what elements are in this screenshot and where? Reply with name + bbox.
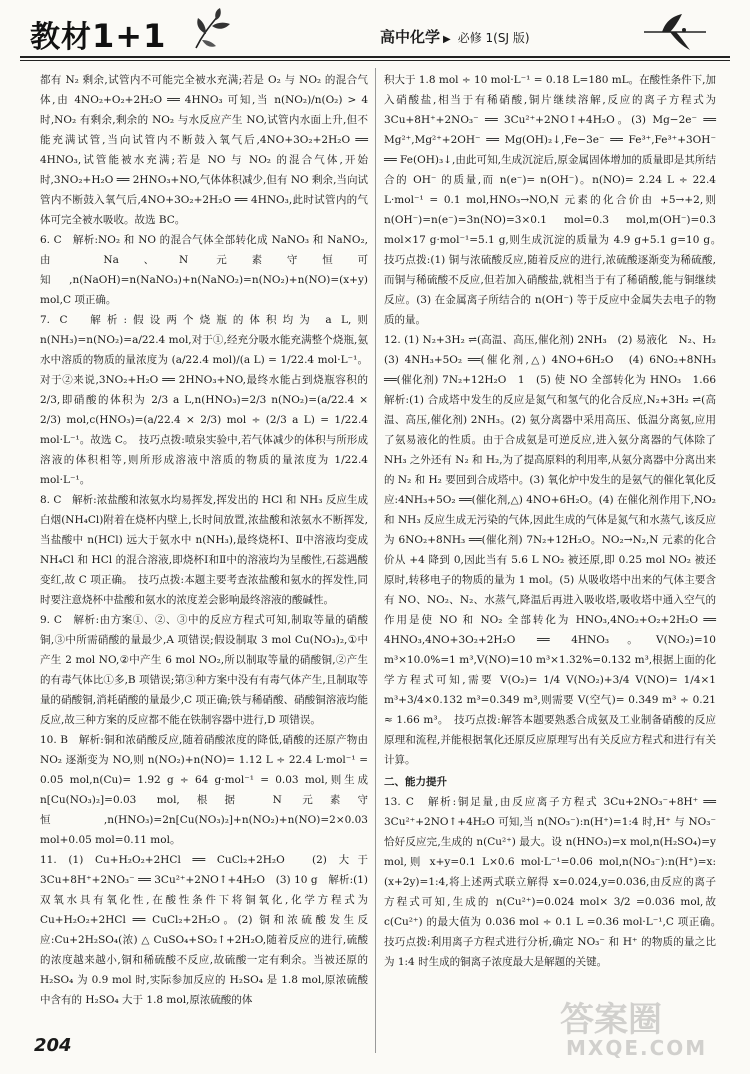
swallow-decoration-icon <box>640 10 710 54</box>
watermark-url: MXQE.COM <box>566 1036 708 1060</box>
answer-item-13: 13. C 解析:铜足量,由反应离子方程式 3Cu+2NO₃⁻+8H⁺ ══ 3Cu²⁺+2NO↑+4H₂O 可知,当 n(NO₃⁻):n(H⁺)=1:4 时,H⁺ 与 NO₃⁻ 恰好反应完,生成的 n(Cu²⁺) 最大。设 n(HNO₃)=x mol,n(H₂SO₄)=y mol,则 x+y=0.1 L×0.6 mol·L⁻¹=0.06 mol,n(NO₃⁻):n(H⁺)=x:(x+2y)=1:4,将上述两式联立解得 x=0.024,y=0.036,由反应的离子方程式可知,生成的 n(Cu²⁺)=0.024 mol× 3/2 =0.036 mol,故 c(Cu²⁺) 的最大值为 0.036 mol ÷ 0.1 L =0.36 mol·L⁻¹,C 项正确。 技巧点拨:利用离子方程式进行分析,确定 NO₃⁻ 和 H⁺ 的物质的量之比为 1:4 时生成的铜离子浓度最大是解题的关键。 <box>384 796 727 968</box>
page-number: 204 <box>34 1035 72 1056</box>
subject-label: 高中化学 <box>380 28 441 46</box>
site-watermark <box>560 992 720 1062</box>
answer-item-8: 8. C 解析:浓盐酸和浓氨水均易挥发,挥发出的 HCl 和 NH₃ 反应生成白烟(NH₄Cl)附着在烧杯内壁上,长时间放置,浓盐酸和浓氨水不断挥发,当盐酸中 n(HCl) 远大于氨水中 n(NH₃),最终烧杯Ⅰ、Ⅱ中溶液均变成 NH₄Cl 和 HCl 的混合溶液,即烧杯Ⅰ和Ⅱ中的溶液均为呈酸性,石蕊遇酸变红,故 C 项正确。 技巧点拨:本题主要考查浓盐酸和氨水的挥发性,同时要注意烧杯中盐酸和氨水的浓度差会影响最终溶液的酸碱性。 <box>40 494 368 606</box>
answer-item-9: 9. C 解析:由方案①、②、③中的反应方程式可知,制取等量的硝酸铜,③中所需硝酸的量最少,A 项错误;假设制取 3 mol Cu(NO₃)₂,①中产生 2 mol NO,②中产生 6 mol NO₂,所以制取等量的硝酸铜,②产生的有毒气体比①多,B 项错误;第③种方案中没有有毒气体产生,且制取等量的硝酸铜,消耗硝酸的量最少,C 项正确;铁与稀硝酸、硝酸铜溶液均能反应,故三种方案的反应都不能在铁制容器中进行,D 项错误。 <box>40 614 368 726</box>
volume-label: 必修 1(SJ 版) <box>457 31 530 45</box>
page-header <box>20 6 730 54</box>
answer-item-12: 12. (1) N₂+3H₂ ⇌(高温、高压,催化剂) 2NH₃ (2) 易液化 N₂、H₂ (3) 4NH₃+5O₂ ══(催化剂,△) 4NO+6H₂O (4) 6NO₂+8NH₃ ══(催化剂) 7N₂+12H₂O 1 (5) 使 NO 全部转化为 HNO₃ 1.66 解析:(1) 合成塔中发生的反应是氮气和氢气的化合反应,N₂+3H₂ ⇌(高温、高压,催化剂) 2NH₃。(2) 氨分离器中采用高压、低温分离氨,应用了氨易液化的性质。由于合成氨是可逆反应,进入氨分离器的气体除了 NH₃ 之外还有 N₂ 和 H₂,为了提高原料的利用率,从氨分离器中分离出来的 N₂ 和 H₂ 要回到合成塔中。(3) 氧化炉中发生的是氨气的催化氧化反应:4NH₃+5O₂ ══(催化剂,△) 4NO+6H₂O。(4) 在催化剂作用下,NO₂ 和 NH₃ 反应生成无污染的气体,因此生成的气体是氮气和水蒸气,该反应为 6NO₂+8NH₃ ══(催化剂) 7N₂+12H₂O。NO₂→N₂,N 元素的化合价从 +4 降到 0,因此当有 5.6 L NO₂ 被还原,即 0.25 mol NO₂ 被还原时,转移电子的物质的量为 1 mol。(5) 从吸收塔中出来的气体主要含有 NO、NO₂、N₂、水蒸气,降温后再进入吸收塔,吸收塔中通入空气的作用是使 NO 和 NO₂ 全部转化为 HNO₃,4NO₂+O₂+2H₂O ══ 4HNO₃,4NO+3O₂+2H₂O ══ 4HNO₃。V(NO₂)=10 m³×10.0%=1 m³,V(NO)=10 m³×1.32%=0.132 m³,根据上面的化学方程式可知,需要 V(O₂)= 1/4 V(NO₂)+3/4 V(NO)= 1/4×1 m³+3/4×0.132 m³=0.349 m³,则需要 V(空气)= 0.349 m³ ÷ 0.21 ≈ 1.66 m³。 技巧点拨:解答本题要熟悉合成氨及工业制备硝酸的反应原理和流程,并能根据氧化还原反应原理写出有关反应方程式和进行有关计算。 <box>384 334 727 766</box>
answer-item-11: 11. (1) Cu+H₂O₂+2HCl ══ CuCl₂+2H₂O (2) 大于 3Cu+8H⁺+2NO₃⁻ ══ 3Cu²⁺+2NO↑+4H₂O (3) 10 g 解析:(1) 双氧水具有氧化性,在酸性条件下将铜氧化,化学方程式为 Cu+H₂O₂+2HCl ══ CuCl₂+2H₂O。(2) 铜和浓硫酸发生反应:Cu+2H₂SO₄(浓) △ CuSO₄+SO₂↑+2H₂O,随着反应的进行,硫酸的浓度越来越小,铜和稀硫酸不反应,故硫酸一定有剩余。当被还原的 H₂SO₄ 为 0.9 mol 时,实际参加反应的 H₂SO₄ 是 1.8 mol,原浓硫酸中含有的 H₂SO₄ 大于 1.8 mol,原浓硫酸的体 <box>40 854 379 1006</box>
watermark-logo-text: 答案圈 <box>560 1000 662 1040</box>
answer-item-6: 6. C 解析:NO₂ 和 NO 的混合气体全部转化成 NaNO₃ 和 NaNO₂,由 Na、N 元素守恒可知,n(NaOH)=n(NaNO₃)+n(NaNO₂)=n(NO₂)+n(NO)=(x+y) mol,C 项正确。 <box>40 234 368 306</box>
brand-text: 教材 <box>30 20 92 55</box>
header-rule <box>20 56 730 58</box>
play-triangle-icon: ▶ <box>443 34 451 45</box>
answer-item-10: 10. B 解析:铜和浓硝酸反应,随着硝酸浓度的降低,硝酸的还原产物由 NO₂ 逐渐变为 NO,则 n(NO₂)+n(NO)= 1.12 L ÷ 22.4 L·mol⁻¹ = 0.05 mol,n(Cu)= 1.92 g ÷ 64 g·mol⁻¹ = 0.03 mol,则生成 n[Cu(NO₃)₂]=0.03 mol,根据 N 元素守恒,n(HNO₃)=2n[Cu(NO₃)₂]+n(NO₂)+n(NO)=2×0.03 mol+0.05 mol=0.11 mol。 <box>40 734 368 846</box>
right-column <box>384 70 727 972</box>
answer-paragraph: 都有 N₂ 剩余,试管内不可能完全被水充满;若是 O₂ 与 NO₂ 的混合气体,由 4NO₂+O₂+2H₂O ══ 4HNO₃ 可知,当 n(NO₂)/n(O₂) > 4 时,NO₂ 有剩余,剩余的 NO₂ 与水反应产生 NO,试管内水面上升,但不能充满试管,当向试管内不断鼓入氧气后,4NO+3O₂+2H₂O ══ 4HNO₃,试管能被水充满;若是 NO 与 NO₂ 的混合气体,开始时,3NO₂+H₂O ══ 2HNO₃+NO,气体体积减少,但有 NO 剩余,当向试管内不断鼓入氧气后,4NO+3O₂+2H₂O ══ 4HNO₃,此时试管内的气体可完全被水吸收。故选 BC。 <box>40 74 368 226</box>
brand-num: 1+1 <box>92 17 167 55</box>
answer-paragraph-continued: 积大于 1.8 mol ÷ 10 mol·L⁻¹ = 0.18 L=180 mL。在酸性条件下,加入硝酸盐,相当于有稀硝酸,铜片继续溶解,反应的离子方程式为 3Cu+8H⁺+2NO₃⁻ ══ 3Cu²⁺+2NO↑+4H₂O。(3) Mg−2e⁻ ══ Mg²⁺,Mg²⁺+2OH⁻ ══ Mg(OH)₂↓,Fe−3e⁻ ══ Fe³⁺,Fe³⁺+3OH⁻ ══ Fe(OH)₃↓,由此可知,生成沉淀后,原金属固体增加的质量即是其所结合的 OH⁻ 的质量,而 n(e⁻)= n(OH⁻)。n(NO)= 2.24 L ÷ 22.4 L·mol⁻¹ = 0.1 mol,HNO₃→NO,N 元素的化合价由 +5→+2,则 n(OH⁻)=n(e⁻)=3n(NO)=3×0.1 mol=0.3 mol,m(OH⁻)=0.3 mol×17 g·mol⁻¹=5.1 g,则生成沉淀的质量为 4.9 g+5.1 g=10 g。 技巧点拨:(1) 铜与浓硫酸反应,随着反应的进行,浓硫酸逐渐变为稀硫酸,而铜与稀硫酸不反应,但若加入硝酸盐,就相当于有了稀硝酸,能与铜继续反应。(3) 在金属离子所结合的 n(OH⁻) 等于反应中金属失去电子的物质的量。 <box>384 74 727 326</box>
section-heading: 二、能力提升 <box>384 776 447 788</box>
book-brand <box>30 12 166 56</box>
left-column <box>40 70 379 1010</box>
header-rule-thin <box>20 60 730 61</box>
column-divider <box>375 68 376 1053</box>
plant-sprig-icon <box>188 6 236 52</box>
answer-item-7: 7. C 解析:假设两个烧瓶的体积均为 a L,则 n(NH₃)=n(NO₂)=a/22.4 mol,对于①,经充分吸水能充满整个烧瓶,氨水中溶质的物质的量浓度为 (a/22.4 mol)/(a L) = 1/22.4 mol·L⁻¹。对于②来说,3NO₂+H₂O ══ 2HNO₃+NO,最终水能占到烧瓶容积的 2/3,即硝酸的体积为 2/3 a L,n(HNO₃)=2/3 n(NO₂)=(a/22.4 × 2/3) mol,c(HNO₃)=(a/22.4 × 2/3) mol ÷ (2/3 a L) = 1/22.4 mol·L⁻¹。故选 C。 技巧点拨:喷泉实验中,若气体减少的体积与所形成溶液的体积相等,则所形成溶液中溶质的物质的量浓度为 1/22.4 mol·L⁻¹。 <box>40 314 368 486</box>
subject-breadcrumb <box>380 26 530 47</box>
